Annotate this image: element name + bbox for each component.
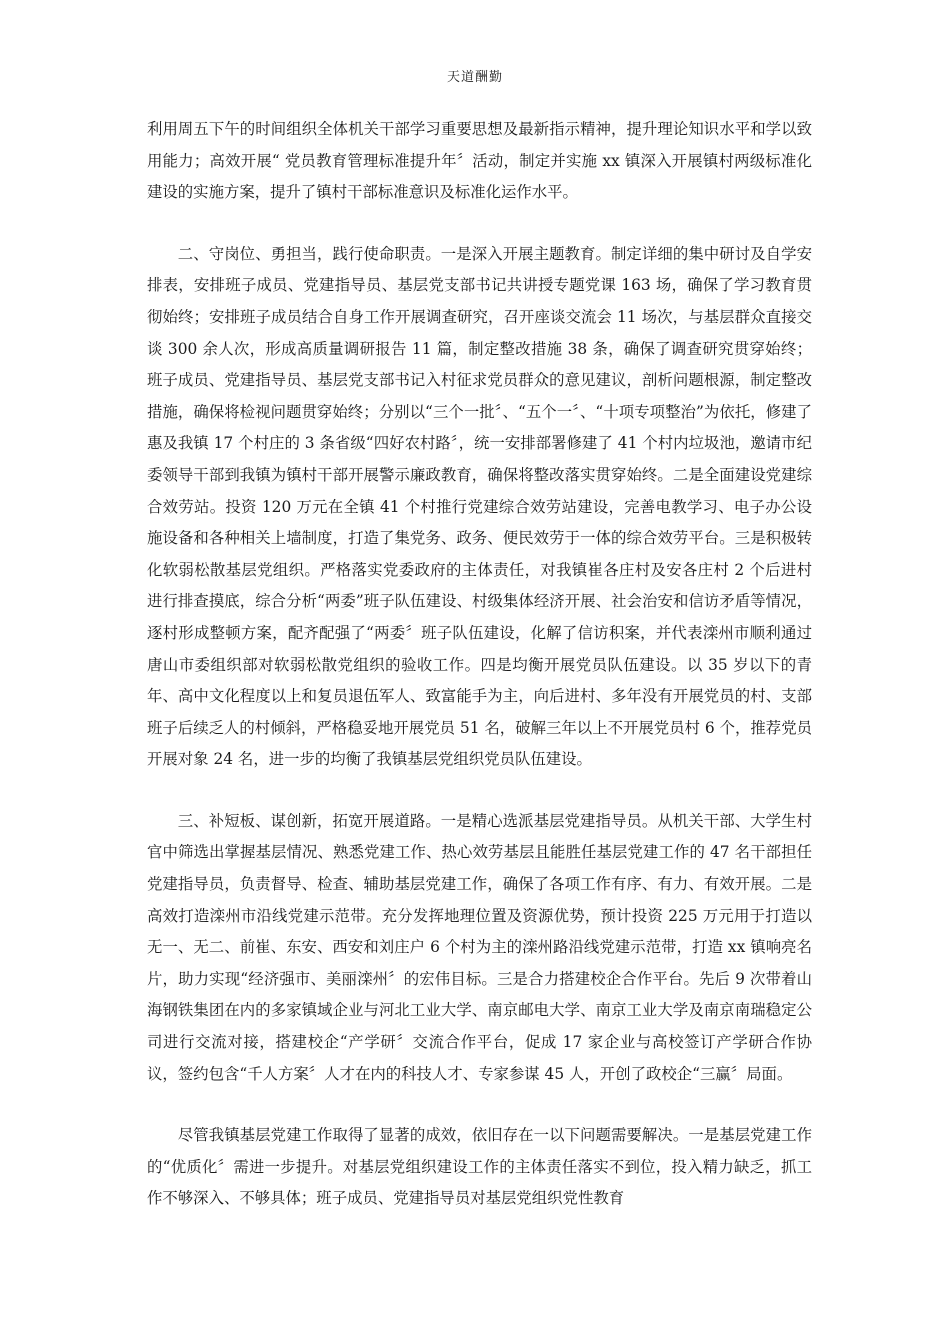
paragraph-continuation: 利用周五下午的时间组织全体机关干部学习重要思想及最新指示精神，提升理论知识水平和学以致用能力；高效开展“ 党员教育管理标准提升年〞活动，制定并实施 xx 镇深入开展镇村两级标准化建设的实施方案，提升了镇村干部标准意识及标准化运作水平。	[147, 120, 812, 202]
paragraph-section-two: 二、守岗位、勇担当，践行使命职责。一是深入开展主题教育。制定详细的集中研讨及自学安排表，安排班子成员、党建指导员、基层党支部书记共讲授专题党课 163 场，确保了学习教育贯彻始终；安排班子成员结合自身工作开展调查研究，召开座谈交流会 11 场次，与基层群众直接交谈 300 余人次，形成高质量调研报告 11 篇，制定整改措施 38 条，确保了调查研究贯穿始终；班子成员、党建指导员、基层党支部书记入村征求党员群众的意见建议，剖析问题根源，制定整改措施，确保将检视问题贯穿始终；分别以“三个一批〞、“五个一〞、“十项专项整治”为依托，修建了惠及我镇 17 个村庄的 3 条省级“四好农村路〞，统一安排部署修建了 41 个村内垃圾池，邀请市纪委领导干部到我镇为镇村干部开展警示廉政教育，确保将整改落实贯穿始终。二是全面建设党建综合效劳站。投资 120 万元在全镇 41 个村推行党建综合效劳站建设，完善电教学习、电子办公设施设备和各种相关上墙制度，打造了集党务、政务、便民效劳于一体的综合效劳平台。三是积极转化软弱松散基层党组织。严格落实党委政府的主体责任，对我镇崔各庄村及安各庄村 2 个后进村进行排查摸底，综合分析“两委”班子队伍建设、村级集体经济开展、社会治安和信访矛盾等情况，逐村形成整顿方案，配齐配强了“两委〞班子队伍建设，化解了信访积案，并代表滦州市顺利通过唐山市委组织部对软弱松散党组织的验收工作。四是均衡开展党员队伍建设。以 35 岁以下的青年、高中文化程度以上和复员退伍军人、致富能手为主，向后进村、多年没有开展党员的村、支部班子后续乏人的村倾斜，严格稳妥地开展党员 51 名，破解三年以上不开展党员村 6 个，推荐党员开展对象 24 名，进一步的均衡了我镇基层党组织党员队伍建设。	[147, 244, 812, 769]
paragraph-section-three: 三、补短板、谋创新，拓宽开展道路。一是精心选派基层党建指导员。从机关干部、大学生村官中筛选出掌握基层情况、熟悉党建工作、热心效劳基层且能胜任基层党建工作的 47 名干部担任党建指导员，负责督导、检查、辅助基层党建工作，确保了各项工作有序、有力、有效开展。二是高效打造滦州市沿线党建示范带。充分发挥地理位置及资源优势，预计投资 225 万元用于打造以无一、无二、前崔、东安、西安和刘庄户 6 个村为主的滦州路沿线党建示范带，打造 xx 镇响亮名片，助力实现“经济强市、美丽滦州〞的宏伟目标。三是合力搭建校企合作平台。先后 9 次带着山海钢铁集团在内的多家镇域企业与河北工业大学、南京邮电大学、南京工业大学及南京南瑞稳定公司进行交流对接，搭建校企“产学研〞交流合作平台，促成 17 家企业与高校签订产学研合作协议，签约包含“千人方案〞人才在内的科技人才、专家参谋 45 人，开创了政校企“三赢〞局面。	[147, 811, 812, 1083]
page-header: 天道酬勤	[446, 70, 503, 85]
paragraph-problems: 尽管我镇基层党建工作取得了显著的成效，依旧存在一以下问题需要解决。一是基层党建工作的“优质化〞需进一步提升。对基层党组织建设工作的主体责任落实不到位，投入精力缺乏，抓工作不够深入、不够具体；班子成员、党建指导员对基层党组织党性教育	[147, 1126, 812, 1208]
document-body	[147, 114, 812, 1245]
